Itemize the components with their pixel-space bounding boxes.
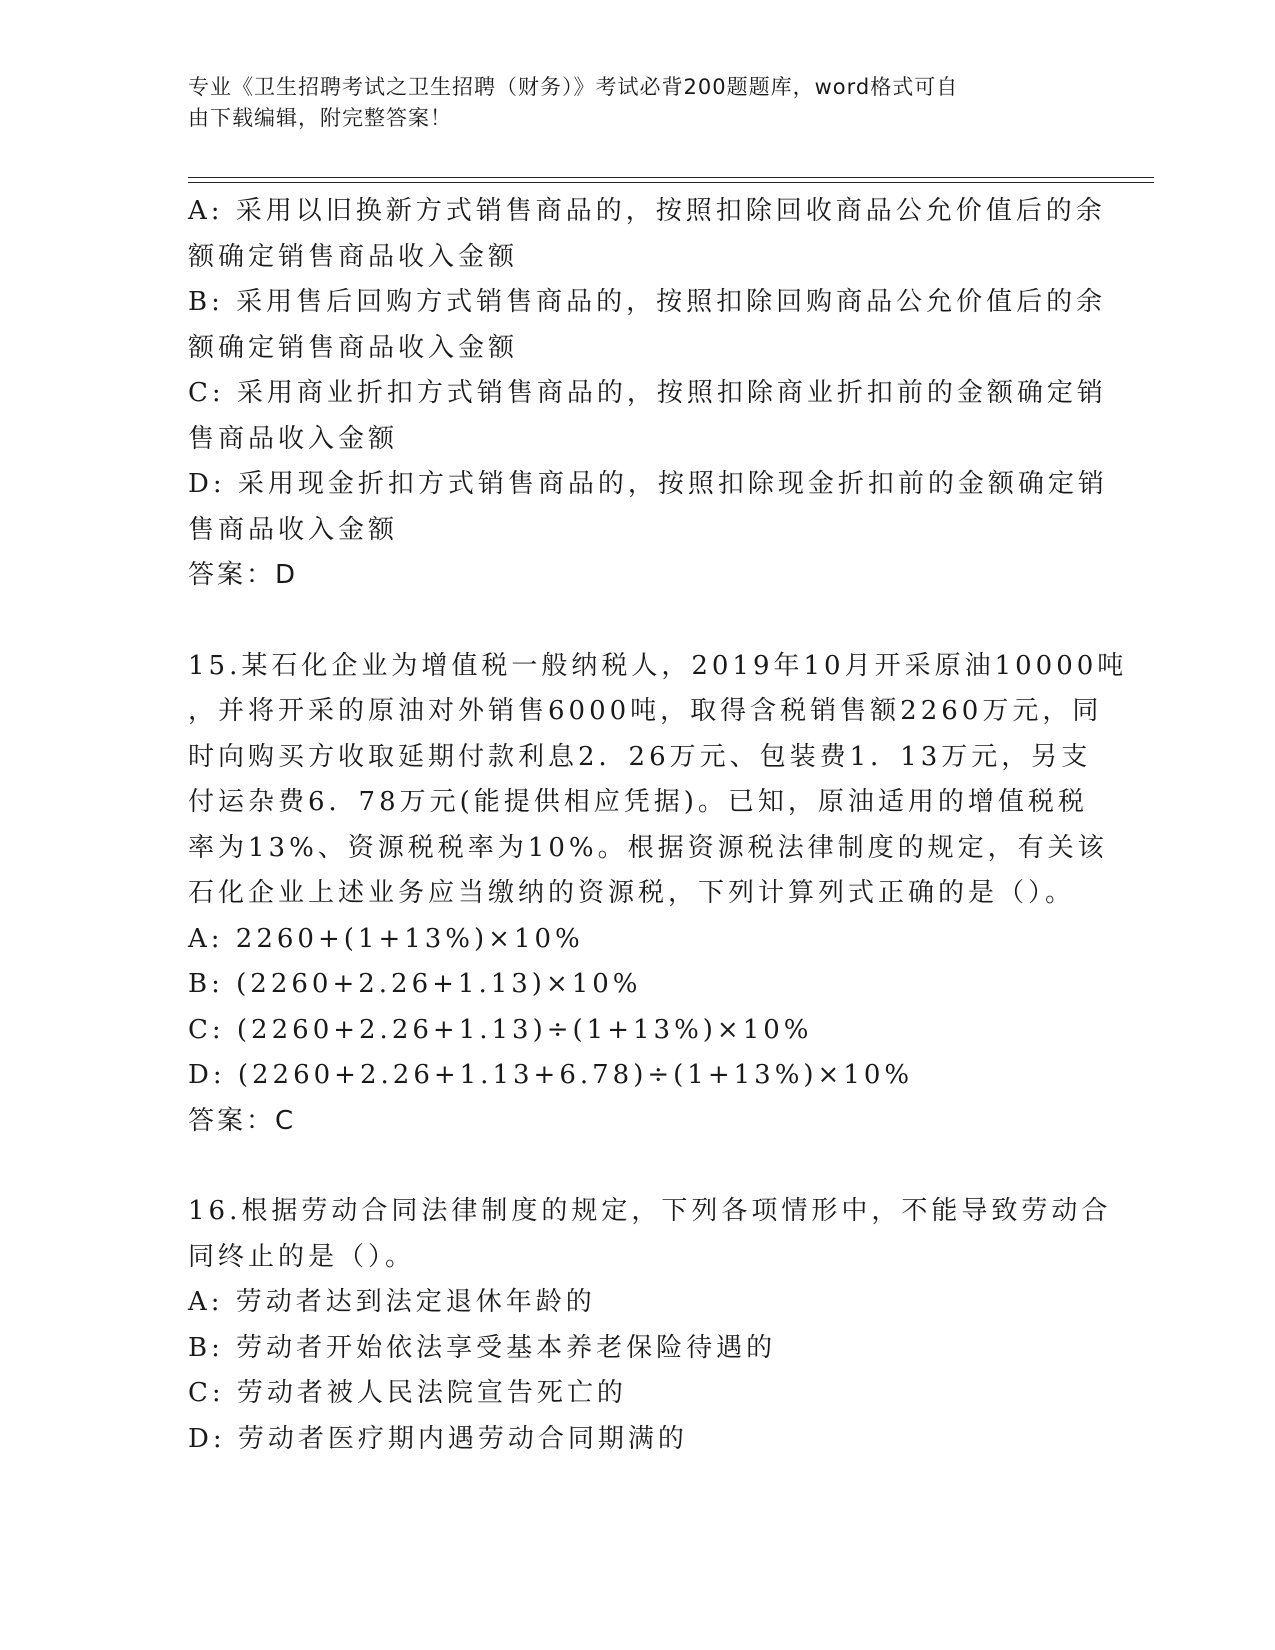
header-divider-bottom [188, 182, 1154, 183]
q16-stem-line: 同终止的是（）。 [188, 1241, 416, 1272]
q16-option-c: C: 劳动者被人民法院宣告死亡的 [188, 1378, 627, 1408]
q14-option-b-line-2: 额确定销售商品收入金额 [188, 332, 519, 363]
q16-option-a: A: 劳动者达到法定退休年龄的 [188, 1287, 596, 1317]
q16-option-d: D: 劳动者医疗期内遇劳动合同期满的 [188, 1423, 688, 1454]
q14-option-c-line-1: C: 采用商业折扣方式销售商品的，按照扣除商业折扣前的金额确定销 [188, 378, 1107, 408]
q15-stem-line: 时向购买方收取延期付款利息2．26万元、包装费1．13万元，另支 [188, 741, 1092, 772]
q15-stem-line: 15.某石化企业为增值税一般纳税人，2019年10月开采原油10000吨 [188, 650, 1128, 681]
q15-stem-line: 率为13%、资源税税率为10%。根据资源税法律制度的规定，有关该 [188, 832, 1108, 863]
q15-option-d: D: (2260+2.26+1.13+6.78)÷(1+13%)×10% [188, 1060, 914, 1090]
q15-stem-line: 石化企业上述业务应当缴纳的资源税，下列计算列式正确的是（）。 [188, 878, 1076, 908]
q14-option-d-line-1: D: 采用现金折扣方式销售商品的，按照扣除现金折扣前的金额确定销 [188, 469, 1108, 499]
q16-stem-line: 16.根据劳动合同法律制度的规定，下列各项情形中，不能导致劳动合 [188, 1196, 1112, 1226]
header-title-line-2: 由下载编辑，附完整答案！ [188, 106, 452, 130]
q14-option-b-line-1: B: 采用售后回购方式销售商品的，按照扣除回购商品公允价值后的余 [188, 287, 1107, 317]
q15-stem-line: 付运杂费6．78万元(能提供相应凭据)。已知，原油适用的增值税税 [188, 787, 1088, 817]
question-14 [188, 189, 1108, 599]
q15-stem-line: ，并将开采的原油对外销售6000吨，取得含税销售额2260万元，同 [188, 696, 1103, 726]
document-body [188, 189, 1128, 1462]
spacer [188, 599, 1088, 644]
q14-option-a-line-1: A: 采用以旧换新方式销售商品的，按照扣除回收商品公允价值后的余 [188, 196, 1106, 226]
q15-option-b: B: (2260+2.26+1.13)×10% [188, 969, 642, 999]
q16-option-b: B: 劳动者开始依法享受基本养老保险待遇的 [188, 1332, 777, 1363]
header-title-line-1: 专业《卫生招聘考试之卫生招聘（财务）》考试必背200题题库，word格式可自 [188, 75, 959, 99]
header-divider-top [188, 177, 1154, 178]
spacer [188, 1144, 1088, 1189]
q14-answer: 答案：D [188, 560, 299, 590]
q14-option-a-line-2: 额确定销售商品收入金额 [188, 241, 519, 272]
q15-option-a: A: 2260+(1+13%)×10% [188, 923, 584, 954]
q15-answer: 答案：C [188, 1105, 297, 1136]
document-header [188, 72, 1068, 134]
question-15 [188, 644, 1128, 1145]
question-16 [188, 1189, 1112, 1462]
q15-option-c: C: (2260+2.26+1.13)÷(1+13%)×10% [188, 1014, 813, 1045]
q14-option-c-line-2: 售商品收入金额 [188, 423, 399, 454]
q14-option-d-line-2: 售商品收入金额 [188, 514, 399, 545]
